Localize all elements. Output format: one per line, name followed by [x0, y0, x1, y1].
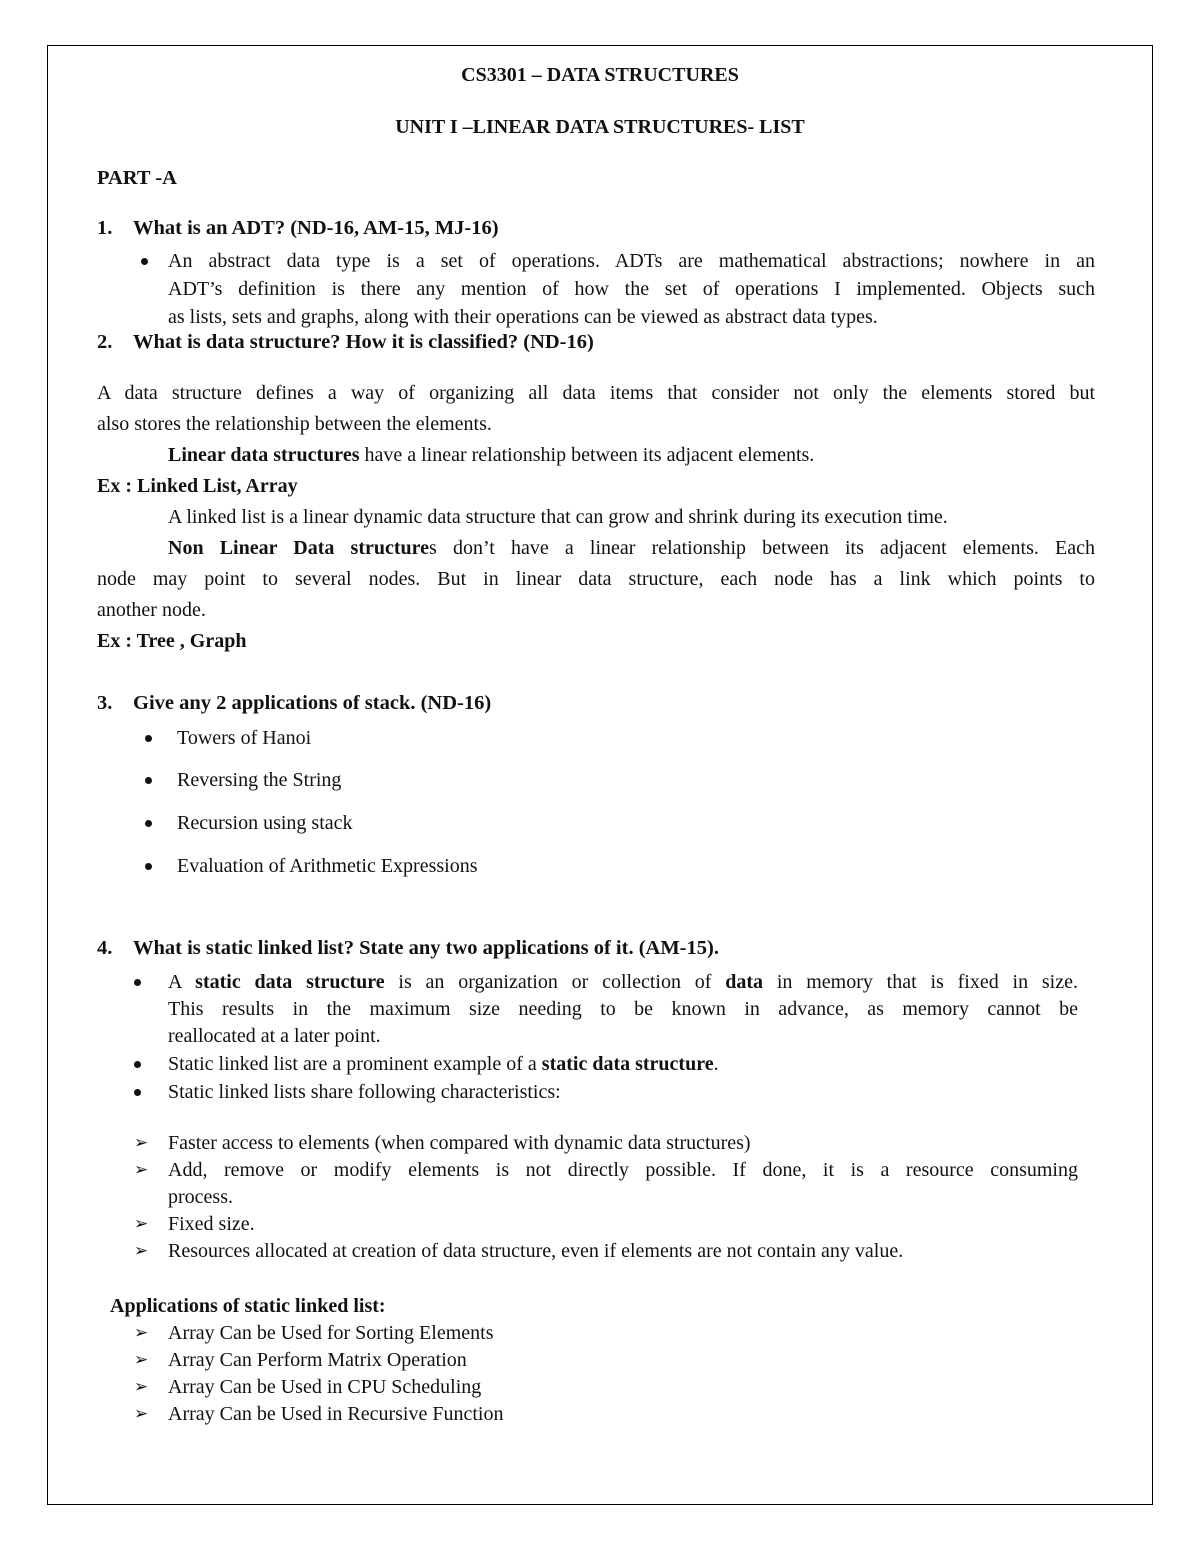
q4-example-statement: [168, 1051, 719, 1078]
q3-item: Recursion using stack: [177, 812, 353, 834]
q3-item: Reversing the String: [177, 769, 342, 791]
q3-number: 3.: [97, 692, 113, 714]
characteristic-item: Faster access to elements (when compared with dynamic data structures): [168, 1132, 751, 1154]
q2-nonlinear-definition: [168, 535, 1095, 562]
application-item: Array Can be Used for Sorting Elements: [168, 1322, 494, 1344]
part-heading: PART -A: [97, 167, 177, 189]
arrow-bullet-icon: ➢: [134, 1214, 149, 1233]
q4-static-definition-line-1: [168, 969, 1078, 996]
linear-term: Linear data structures: [168, 444, 360, 466]
q2-definition-line-2: also stores the relationship between the elements.: [97, 413, 492, 435]
q4-bullet-icon: [134, 979, 141, 986]
text-span: in memory that is fixed in size.: [763, 971, 1078, 993]
text-span: .: [713, 1053, 719, 1075]
application-item: Array Can be Used in CPU Scheduling: [168, 1376, 482, 1398]
characteristic-item: Resources allocated at creation of data structure, even if elements are not contain any value.: [168, 1240, 904, 1262]
application-item: Array Can be Used in Recursive Function: [168, 1403, 504, 1425]
q3-question: Give any 2 applications of stack. (ND-16): [133, 692, 492, 714]
application-item: Array Can Perform Matrix Operation: [168, 1349, 467, 1371]
q4-question: What is static linked list? State any two applications of it. (AM-15).: [133, 937, 719, 959]
q2-nonlinear-line-2: node may point to several nodes. But in linear data structure, each node has a link which points to: [97, 568, 1095, 590]
q3-heading: [0, 692, 1200, 718]
q4-bullet-icon: [134, 1061, 141, 1068]
applications-heading: Applications of static linked list:: [110, 1295, 386, 1317]
characteristic-item: Fixed size.: [168, 1213, 255, 1235]
q2-linked-list-definition: A linked list is a linear dynamic data structure that can grow and shrink during its execution time.: [168, 506, 948, 528]
q4-characteristics-intro: Static linked lists share following characteristics:: [168, 1081, 561, 1103]
characteristic-item-continued: process.: [168, 1186, 233, 1208]
q2-example-linear: Ex : Linked List, Array: [97, 475, 298, 497]
q4-static-definition-line-2: This results in the maximum size needing to be known in advance, as memory cannot be: [168, 998, 1078, 1020]
q3-bullet-icon: [145, 820, 152, 827]
arrow-bullet-icon: ➢: [134, 1160, 149, 1179]
unit-title: UNIT I –LINEAR DATA STRUCTURES- LIST: [395, 116, 805, 138]
q2-heading: [0, 331, 1200, 357]
q2-nonlinear-line-3: another node.: [97, 599, 206, 621]
q1-answer-line-3: as lists, sets and graphs, along with their operations can be viewed as abstract data types.: [168, 306, 878, 328]
q3-bullet-icon: [145, 735, 152, 742]
nonlinear-term: Non Linear Data structure: [168, 537, 430, 559]
q3-bullet-icon: [145, 777, 152, 784]
q2-example-nonlinear: Ex : Tree , Graph: [97, 630, 247, 652]
q1-answer-line-2: ADT’s definition is there any mention of how the set of operations I implemented. Objects such: [168, 278, 1095, 300]
q4-static-definition-line-3: reallocated at a later point.: [168, 1025, 381, 1047]
nonlinear-description: s don’t have a linear relationship between its adjacent elements. Each: [429, 537, 1095, 559]
q3-bullet-icon: [145, 863, 152, 870]
q3-item: Evaluation of Arithmetic Expressions: [177, 855, 478, 877]
q1-number: 1.: [97, 217, 113, 239]
arrow-bullet-icon: ➢: [134, 1133, 149, 1152]
course-title: CS3301 – DATA STRUCTURES: [461, 64, 739, 86]
static-data-structure-term: static data structure: [195, 971, 385, 993]
arrow-bullet-icon: ➢: [134, 1377, 149, 1396]
arrow-bullet-icon: ➢: [134, 1404, 149, 1423]
q2-number: 2.: [97, 331, 113, 353]
linear-description: have a linear relationship between its adjacent elements.: [359, 444, 815, 466]
q1-bullet-icon: [141, 258, 148, 265]
q4-number: 4.: [97, 937, 113, 959]
text-span: A: [168, 971, 196, 993]
text-span: Static linked list are a prominent example of a: [168, 1053, 542, 1075]
arrow-bullet-icon: ➢: [134, 1323, 149, 1342]
q1-answer-line-1: An abstract data type is a set of operations. ADTs are mathematical abstractions; nowhere in an: [168, 250, 1095, 272]
text-span: is an organization or collection of: [384, 971, 726, 993]
q1-question: What is an ADT? (ND-16, AM-15, MJ-16): [133, 217, 499, 239]
q2-question: What is data structure? How it is classified? (ND-16): [133, 331, 594, 353]
arrow-bullet-icon: ➢: [134, 1241, 149, 1260]
characteristic-item: Add, remove or modify elements is not directly possible. If done, it is a resource consuming: [168, 1159, 1078, 1181]
q4-heading: [0, 937, 1200, 963]
q2-linear-definition: [168, 442, 814, 469]
q1-heading: [0, 217, 1200, 243]
q3-item: Towers of Hanoi: [177, 727, 312, 749]
static-data-structure-term: static data structure: [541, 1053, 714, 1075]
arrow-bullet-icon: ➢: [134, 1350, 149, 1369]
data-term: data: [725, 971, 764, 993]
q2-definition-line-1: A data structure defines a way of organizing all data items that consider not only the elements stored but: [97, 382, 1095, 404]
q4-bullet-icon: [134, 1089, 141, 1096]
